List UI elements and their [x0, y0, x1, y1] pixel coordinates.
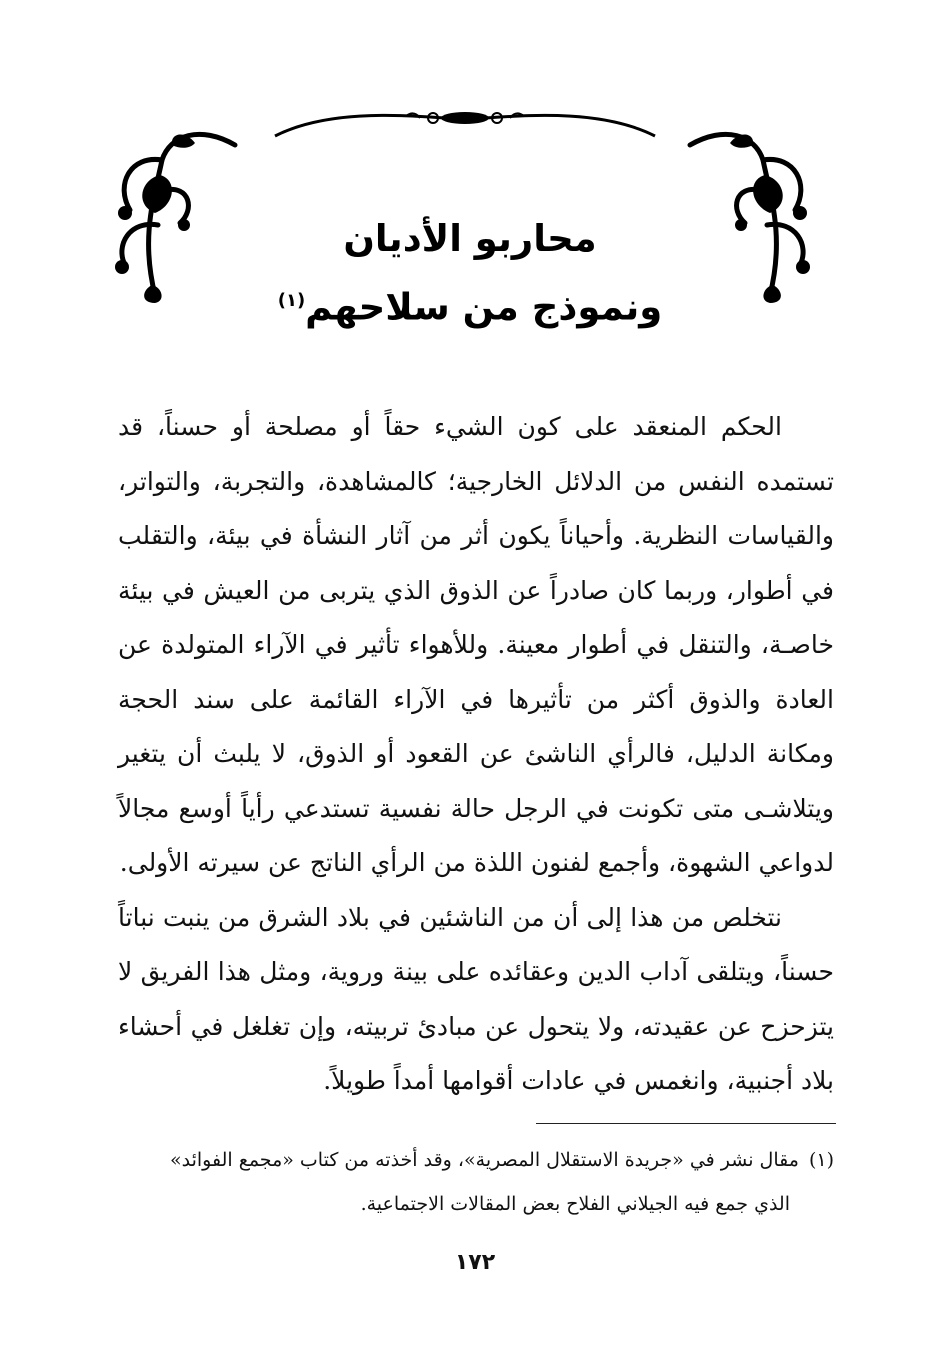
page-number: ١٧٢ — [454, 1250, 496, 1275]
ornamental-rule-icon — [270, 98, 660, 140]
floral-corner-ornament-icon — [680, 115, 825, 305]
footnote-line-2: الذي جمع فيه الجيلاني الفلاح بعض المقالات الاجتماعية. — [360, 1193, 790, 1215]
body-text — [118, 400, 834, 1109]
floral-corner-ornament-icon — [100, 115, 245, 305]
paragraph-1: الحكم المنعقد على كون الشيء حقاً أو مصلحة أو حسناً، قد تستمده النفس من الدلائل الخارجية؛ كالمشاهدة، والتجربة، والتواتر، والقياسات النظرية. وأحياناً يكون أثر من آثار النشأة في بيئة، والتقلب في أطوار، وربما كان صادراً عن الذوق الذي يتربى من العيش في بيئة خاصـة، والتنقل في أطوار معينة. وللأهواء تأثير في الآراء المتولدة عن العادة والذوق أكثر من تأثيرها في الآراء القائمة على سند الحجة ومكانة الدليل، فالرأي الناشئ عن القعود أو الذوق، لا يلبث أن يتغير ويتلاشـى متى تكونت في الرجل حالة نفسية تستدعي رأياً أوسع مجالاً لدواعي الشهوة، وأجمع لفنون اللذة من الرأي الناتج عن سيرته الأولى. — [118, 412, 834, 877]
title-line-2 — [250, 270, 690, 338]
footnote-marker: (١) — [808, 1149, 834, 1171]
footnote — [118, 1138, 834, 1226]
chapter-title — [250, 208, 690, 338]
title-line-2-text: ونموذج من سلاحهم — [305, 285, 663, 329]
title-line-1: محاربو الأديان — [343, 217, 597, 260]
footnote-divider — [536, 1123, 836, 1124]
paragraph-2: نتخلص من هذا إلى أن من الناشئين في بلاد الشرق من ينبت نباتاً حسناً، ويتلقى آداب الدين وعقائده على بينة وروية، ومثل هذا الفريق لا يتزحزح عن عقيدته، ولا يتحول عن مبادئ تربيته، وإن تغلغل في أحشاء بلاد أجنبية، وانغمس في عادات أقوامها أمداً طويلاً. — [118, 902, 834, 1095]
footnote-line-1: مقال نشر في «جريدة الاستقلال المصرية»، وقد أخذته من كتاب «مجمع الفوائد» — [170, 1149, 799, 1171]
footnote-reference: (١) — [277, 290, 306, 311]
